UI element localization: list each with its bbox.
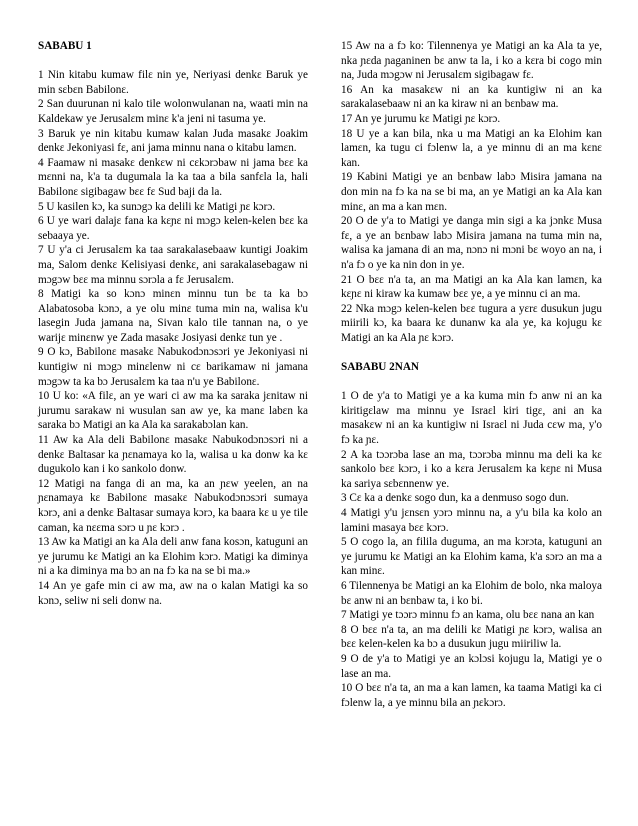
verse-paragraph: 8 Matigi ka so kɔnɔ minɛn minnu tun bɛ ta ka bɔ Alabatosoba kɔnɔ, a ye olu minɛ tuma min na, walisa k'u lasegin Juda jamana na, Sivan kalo tile tannan na, o ye warijɛ minɛnw ye Zada masakɛ Josiyasi denkɛ tun ye . xyxy=(38,288,308,344)
verse-paragraph: 3 Baruk ye nin kitabu kumaw kalan Juda masakɛ Joakim denkɛ Jekoniyasi fɛ, ani jama minnu nana o kitabu lamɛn. xyxy=(38,127,308,155)
verse-paragraph: 6 U ye wari dalajɛ fana ka kɛɲɛ ni mɔgɔ kelen-kelen bɛɛ ka sebaaya ye. xyxy=(38,215,308,242)
verse-paragraph: 9 O kɔ, Babilonɛ masakɛ Nabukodɔnɔsɔri ye Jekoniyasi ni kuntigiw ni mɔgɔ minɛlenw ni cɛ barikamaw ni jamana mɔgɔw ta ka bɔ Jerusalɛm ka taa n'u ye Babilonɛ. xyxy=(38,346,308,388)
verse-paragraph: 4 Faamaw ni masakɛ denkɛw ni cɛkɔrɔbaw ni jama bɛɛ ka mɛnni na, k'a ta dugumala la ka taa a bila sanfɛla la, hali Babilonɛ sigibagaw bɛɛ fɛ Sud baji da la. xyxy=(38,156,308,198)
chapter-heading: SABABU 1 xyxy=(38,40,92,52)
verse-paragraph: 3 Cɛ ka a denkɛ sogo dun, ka a denmuso sogo dun. xyxy=(341,492,569,505)
verse-paragraph: 2 San duurunan ni kalo tile wolonwulanan na, waati min na Kaldekaw ye Jerusalɛm minɛ k'a jeni ni tasuma ye. xyxy=(38,98,308,125)
verse-paragraph: 14 An ye gafe min ci aw ma, aw na o kalan Matigi ka so kɔnɔ, seliw ni seli donw na. xyxy=(38,579,308,607)
verse-paragraph: 2 A ka tɔɔrɔba lase an ma, tɔɔrɔba minnu ma deli ka kɛ sankolo bɛɛ kɔrɔ, i ko a kɛra Jerusalɛm ka kɛɲɛ ni Musa ka sariya sɛbɛnnenw ye. xyxy=(341,448,602,490)
verse-paragraph: 7 Matigi ye tɔɔrɔ minnu fɔ an kama, olu bɛɛ nana an kan xyxy=(341,609,595,622)
verse-paragraph: 5 U kasilen kɔ, ka sunɔgɔ ka delili kɛ Matigi ɲɛ kɔrɔ. xyxy=(38,200,276,213)
verse-paragraph: 7 U y'a ci Jerusalɛm ka taa sarakalasebaaw kuntigi Joakim ma, Salom denkɛ Kelisiyasi denkɛ, ani sarakalasebagaw ni mɔgɔw bɛɛ ma minnu sɔrɔla a fɛ Jerusalɛm. xyxy=(38,244,308,286)
verse-paragraph: 16 An ka masakɛw ni an ka kuntigiw ni an ka sarakalasebaaw ni an ka kiraw ni an bɛnbaw ma. xyxy=(341,83,602,111)
verse-paragraph: 10 O bɛɛ n'a ta, an ma a kan lamɛn, ka taama Matigi ka ci fɔlenw la, a ye minnu bila an ɲɛkɔrɔ. xyxy=(341,682,602,709)
verse-paragraph: 8 O bɛɛ n'a ta, an ma delili kɛ Matigi ɲɛ kɔrɔ, walisa an bɛɛ kelen-kelen ka bɔ a dusukun jugu miiriliw la. xyxy=(341,623,602,651)
right-column xyxy=(341,39,602,710)
verse-paragraph: 18 U ye a kan bila, nka u ma Matigi an ka Elohim kan lamɛn, ka tugu ci fɔlenw la, a ye minnu di an ma kɛnɛ kan. xyxy=(341,127,602,169)
verse-paragraph: 20 O de y'a to Matigi ye danga min sigi a ka jɔnkɛ Musa fɛ, a ye an bɛnbaw labɔ Misira jamana na tuma min na, walisa ka jamana di an ma, nɔnɔ ni mɔni bɛ woyo an na, i n'a fɔ o ye ka nin don in ye. xyxy=(341,215,602,271)
verse-paragraph: 1 Nin kitabu kumaw filɛ nin ye, Neriyasi denkɛ Baruk ye min sɛbɛn Babilonɛ. xyxy=(38,69,308,96)
verse-paragraph: 5 O cogo la, an filila duguma, an ma kɔrɔta, katuguni an ye jurumu kɛ Matigi an ka Elohim kama, k'a sɔrɔ an ma a kan minɛ. xyxy=(341,536,602,578)
verse-paragraph: 1 O de y'a to Matigi ye a ka kuma min fɔ anw ni an ka kiritigɛlaw ma minnu ye Israɛl kiri tigɛ, ani an ka masakɛw ni an ka kuntigiw ni Israɛl ni Juda cɛw ma, y'o fɔ ka ɲɛ. xyxy=(341,390,602,447)
verse-paragraph: 17 An ye jurumu kɛ Matigi ɲɛ kɔrɔ. xyxy=(341,112,501,125)
verse-paragraph: 13 Aw ka Matigi an ka Ala deli anw fana kosɔn, katuguni an ye jurumu kɛ Matigi an ka Elohim kɔrɔ. Matigi ka diminya ni a ka diminya ma bɔ an na fɔ ka na se bi ma.» xyxy=(38,536,308,578)
chapter-heading: SABABU 2NAN xyxy=(341,361,420,374)
verse-paragraph: 22 Nka mɔgɔ kelen-kelen bɛɛ tugura a yɛrɛ dusukun jugu miirili kɔ, ka baara kɛ dunanw ka ala ye, ka kojugu kɛ Matigi an ka Ala ɲɛ kɔrɔ. xyxy=(341,302,602,344)
verse-list xyxy=(341,389,602,710)
verse-paragraph: 21 O bɛɛ n'a ta, an ma Matigi an ka Ala kan lamɛn, ka kɛɲɛ ni kiraw ka kumaw bɛɛ ye, a ye minnu ci an ma. xyxy=(341,273,602,301)
left-column xyxy=(38,39,308,608)
verse-paragraph: 12 Matigi na fanga di an ma, ka an ɲɛw yeelen, an na ɲɛnamaya kɛ Babilonɛ masakɛ Nabukodɔnɔsɔri sumaya kɔrɔ, ani a denkɛ Baltasar sumaya kɔrɔ, ka baara kɛ u ye tile caman, ka nɛɛma sɔrɔ u ɲɛ kɔrɔ . xyxy=(38,477,308,534)
verse-list xyxy=(38,68,308,608)
verse-paragraph: 15 Aw na a fɔ ko: Tilennenya ye Matigi an ka Ala ta ye, nka ɲɛda ɲaganinen bɛ anw ta la, i ko a kɛra bi cogo min na, Juda mɔgɔw ni Jerusalɛm sigibagaw fɛ. xyxy=(341,40,602,82)
verse-paragraph: 6 Tilennenya bɛ Matigi an ka Elohim de bolo, nka maloya bɛ anw ni an bɛnbaw ta, i ko bi. xyxy=(341,579,602,607)
verse-paragraph: 9 O de y'a to Matigi ye an kɔlɔsi kojugu la, Matigi ye o lase an ma. xyxy=(341,652,602,680)
verse-paragraph: 11 Aw ka Ala deli Babilonɛ masakɛ Nabukodɔnɔsɔri ni a denkɛ Baltasar ka ɲɛnamaya ko la, walisa u ka donw ka kɛ dugukolo kan i ko sankolo donw. xyxy=(38,434,308,476)
verse-paragraph: 19 Kabini Matigi ye an bɛnbaw labɔ Misira jamana na don min na fɔ ka na se bi ma, an ye Matigi an ka Ala kan minɛ, an ma a kan mɛn. xyxy=(341,171,602,213)
verse-paragraph: 10 U ko: «A filɛ, an ye wari ci aw ma ka saraka jɛnitaw ni jurumu sarakaw ni wusulan san aw ye, ka manɛ labɛn ka saraka bɔ Matigi an ka Ala ka sarakabɔlan kan. xyxy=(38,390,308,432)
verse-paragraph: 4 Matigi y'u jɛnsɛn yɔrɔ minnu na, a y'u bila ka kolo an lamini masaya bɛɛ kɔrɔ. xyxy=(341,507,602,534)
verse-list xyxy=(341,39,602,345)
